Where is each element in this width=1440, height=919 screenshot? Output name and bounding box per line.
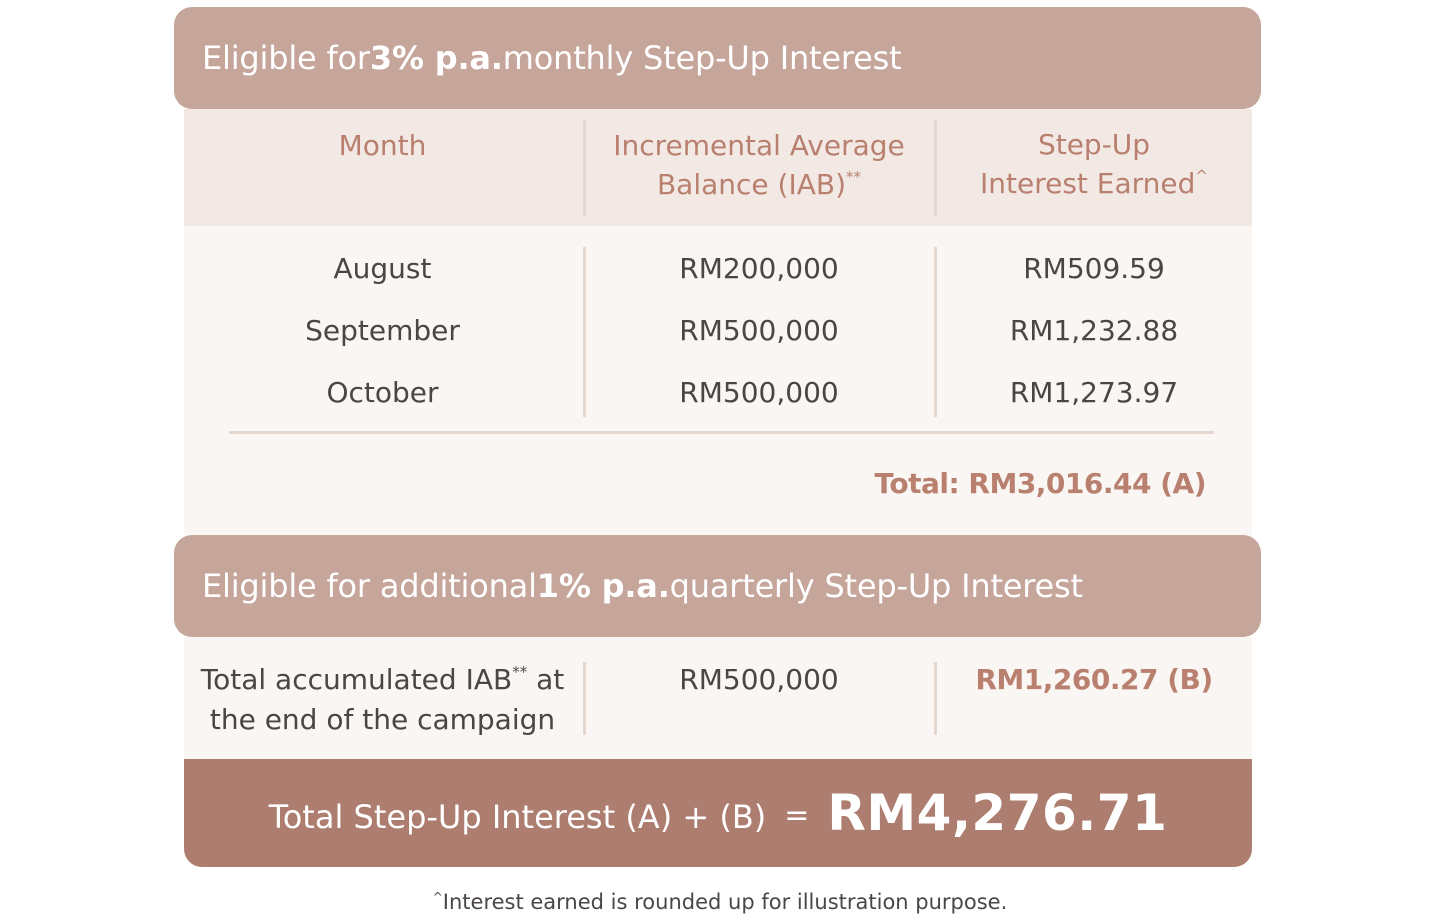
quarterly-iab: RM500,000 <box>679 663 839 696</box>
quarterly-table <box>184 637 1252 760</box>
row-iab: RM500,000 <box>679 376 839 409</box>
monthly-heading <box>174 7 1261 109</box>
quarterly-heading-suffix: quarterly Step-Up Interest <box>669 567 1083 605</box>
monthly-heading-suffix: monthly Step-Up Interest <box>502 39 902 77</box>
row-iab: RM200,000 <box>679 252 839 285</box>
column-header-iab-line1: Incremental Average <box>613 129 905 162</box>
row-interest: RM1,232.88 <box>1009 314 1179 347</box>
quarterly-interest: RM1,260.27 (B) <box>975 663 1213 696</box>
monthly-table-header <box>184 109 1252 226</box>
row-month: October <box>326 376 439 409</box>
quarterly-label-line1: Total accumulated IAB <box>200 663 513 696</box>
monthly-heading-rate: 3% p.a. <box>369 39 503 77</box>
footnote-text: Interest earned is rounded up for illustration purpose. <box>442 890 1008 914</box>
column-header-month <box>184 126 581 165</box>
footnote <box>0 890 1440 914</box>
column-header-iab <box>585 126 933 209</box>
column-header-interest-line2-wrap <box>936 164 1252 208</box>
header-divider <box>934 120 937 216</box>
monthly-total: Total: RM3,016.44 (A) <box>874 467 1206 500</box>
quarterly-heading <box>174 535 1261 637</box>
grand-total-equals: = <box>784 797 810 833</box>
iab-footnote-mark: ** <box>846 168 862 186</box>
grand-total-bar <box>184 759 1252 867</box>
table-divider <box>229 431 1214 434</box>
quarterly-heading-rate: 1% p.a. <box>536 567 670 605</box>
quarterly-label <box>184 662 581 738</box>
row-month: September <box>305 314 460 347</box>
quarterly-label-line2: the end of the campaign <box>209 703 556 736</box>
header-divider <box>583 120 586 216</box>
quarterly-label-line1-end: at <box>527 663 565 696</box>
column-header-interest-line1: Step-Up <box>1037 128 1151 161</box>
column-header-iab-line2-wrap <box>585 165 933 209</box>
quarterly-label-line1-wrap <box>184 662 581 702</box>
row-iab: RM500,000 <box>679 314 839 347</box>
interest-footnote-mark: ^ <box>1195 167 1208 185</box>
column-header-month-label: Month <box>338 129 427 162</box>
column-header-iab-line2: Balance (IAB) <box>656 168 847 201</box>
iab-footnote-mark: ** <box>512 663 528 681</box>
row-interest: RM1,273.97 <box>1009 376 1179 409</box>
row-month: August <box>333 252 432 285</box>
grand-total-value: RM4,276.71 <box>827 784 1168 842</box>
quarterly-heading-prefix: Eligible for additional <box>202 567 537 605</box>
footnote-mark: ^ <box>432 890 443 904</box>
monthly-heading-prefix: Eligible for <box>202 39 370 77</box>
monthly-table <box>184 109 1252 535</box>
grand-total-label: Total Step-Up Interest (A) + (B) <box>268 798 767 836</box>
column-header-interest-line2: Interest Earned <box>980 167 1196 200</box>
row-interest: RM509.59 <box>1023 252 1165 285</box>
column-header-interest <box>936 125 1252 208</box>
